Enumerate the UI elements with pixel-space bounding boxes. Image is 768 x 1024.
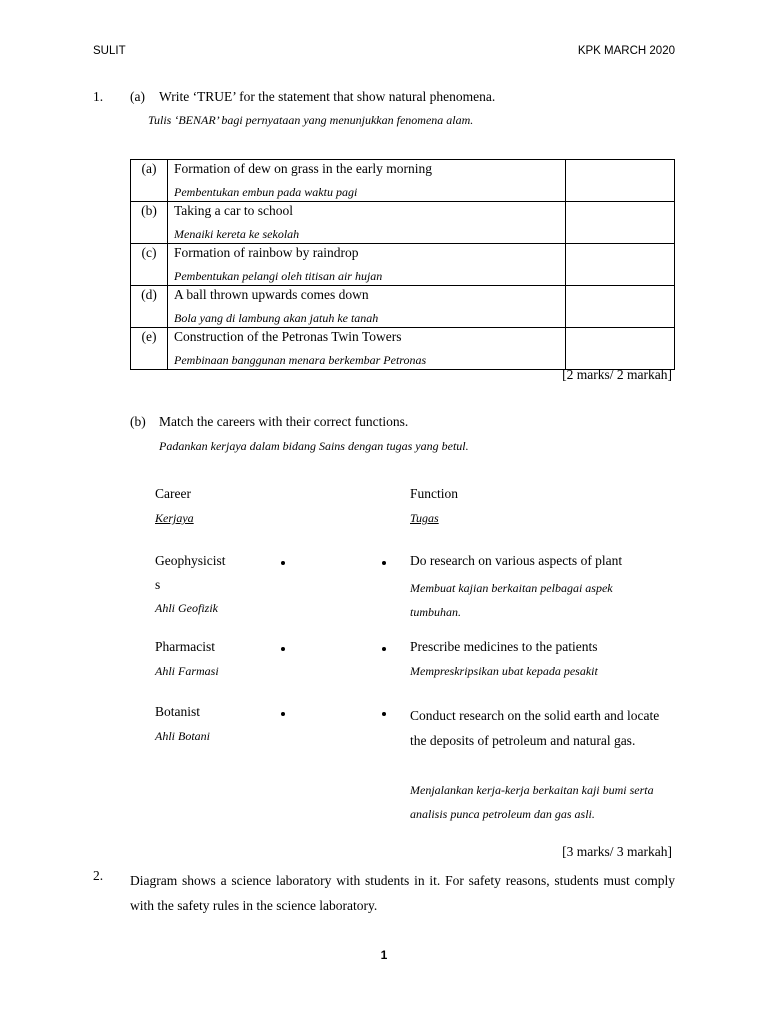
table-row [131,202,675,244]
statement-ms: Bola yang di lambung akan jatuh ke tanah [174,311,379,325]
q2-number: 2. [93,868,104,883]
career-header-ms: Kerjaya [155,511,194,525]
statement-en: Construction of the Petronas Twin Towers [174,329,402,344]
statement-en: Formation of dew on grass in the early morning [174,161,432,176]
header-right: KPK MARCH 2020 [577,45,675,57]
function-header: Function [410,486,459,501]
function-header-ms: Tugas [410,511,439,525]
statement-ms: Pembinaan banggunan menara berkembar Petronas [174,353,427,367]
row-label: (a) [131,160,168,202]
career-header: Career [155,486,191,501]
function-dot-earth-research[interactable] [382,712,386,716]
answer-cell[interactable] [566,286,675,328]
q1b-instruction: Match the careers with their correct functions. [159,414,409,429]
function-item-plant-research-ms: Membuat kajian berkaitan pelbagai aspek tumbuhan. [410,581,613,619]
career-item-geophysicists-wrap: s [155,577,161,592]
statement-ms: Menaiki kereta ke sekolah [174,227,300,241]
statement-en: Formation of rainbow by raindrop [174,245,359,260]
statement-cell [168,286,566,328]
row-label: (d) [131,286,168,328]
function-item-prescribe-ms: Mempreskripsikan ubat kepada pesakit [410,664,598,678]
q2-text: Diagram shows a science laboratory with students in it. For safety reasons, students must comply with the safety rules in the science laboratory. [130,873,675,913]
statement-ms: Pembentukan embun pada waktu pagi [174,185,358,199]
row-label: (c) [131,244,168,286]
q1a-instruction-ms: Tulis ‘BENAR’ bagi pernyataan yang menunjukkan fenomena alam. [148,113,474,127]
function-item-earth-research: Conduct research on the solid earth and locate the deposits of petroleum and natural gas. [410,708,660,748]
header-left: SULIT [93,45,126,57]
career-item-geophysicists: Geophysicist [155,553,226,568]
function-dot-prescribe[interactable] [382,647,386,651]
statement-en: A ball thrown upwards comes down [174,287,369,302]
answer-cell[interactable] [566,202,675,244]
statement-cell [168,244,566,286]
function-item-earth-research-ms: Menjalankan kerja-kerja berkaitan kaji bumi serta analisis punca petroleum dan gas asli. [410,783,654,821]
q1a-label: (a) [130,89,145,104]
row-label: (b) [131,202,168,244]
q1b-instruction-ms: Padankan kerjaya dalam bidang Sains dengan tugas yang betul. [159,439,469,453]
statement-en: Taking a car to school [174,203,294,218]
function-item-plant-research: Do research on various aspects of plant [410,553,623,568]
career-dot-pharmacist[interactable] [281,647,285,651]
career-item-botanist: Botanist [155,704,201,719]
page-number: 1 [380,948,388,962]
answer-cell[interactable] [566,328,675,370]
career-item-geophysicists-ms: Ahli Geofizik [155,601,218,615]
career-item-botanist-ms: Ahli Botani [155,729,210,743]
q1b-label: (b) [130,414,146,429]
statement-ms: Pembentukan pelangi oleh titisan air hujan [174,269,383,283]
statement-cell [168,202,566,244]
answer-cell[interactable] [566,160,675,202]
career-item-pharmacist: Pharmacist [155,639,215,654]
q1a-marks: [2 marks/ 2 markah] [562,367,672,382]
statement-cell [168,328,566,370]
table-row [131,328,675,370]
statement-cell [168,160,566,202]
q1-number: 1. [93,89,104,104]
q1b-marks: [3 marks/ 3 markah] [562,844,672,859]
table-row [131,244,675,286]
career-item-pharmacist-ms: Ahli Farmasi [155,664,219,678]
career-dot-geophysicists[interactable] [281,561,285,565]
function-item-prescribe: Prescribe medicines to the patients [410,639,598,654]
career-dot-botanist[interactable] [281,712,285,716]
row-label: (e) [131,328,168,370]
q1a-instruction: Write ‘TRUE’ for the statement that show natural phenomena. [159,89,496,104]
phenomena-table [130,159,675,370]
function-dot-plant-research[interactable] [382,561,386,565]
answer-cell[interactable] [566,244,675,286]
table-row [131,286,675,328]
table-row [131,160,675,202]
